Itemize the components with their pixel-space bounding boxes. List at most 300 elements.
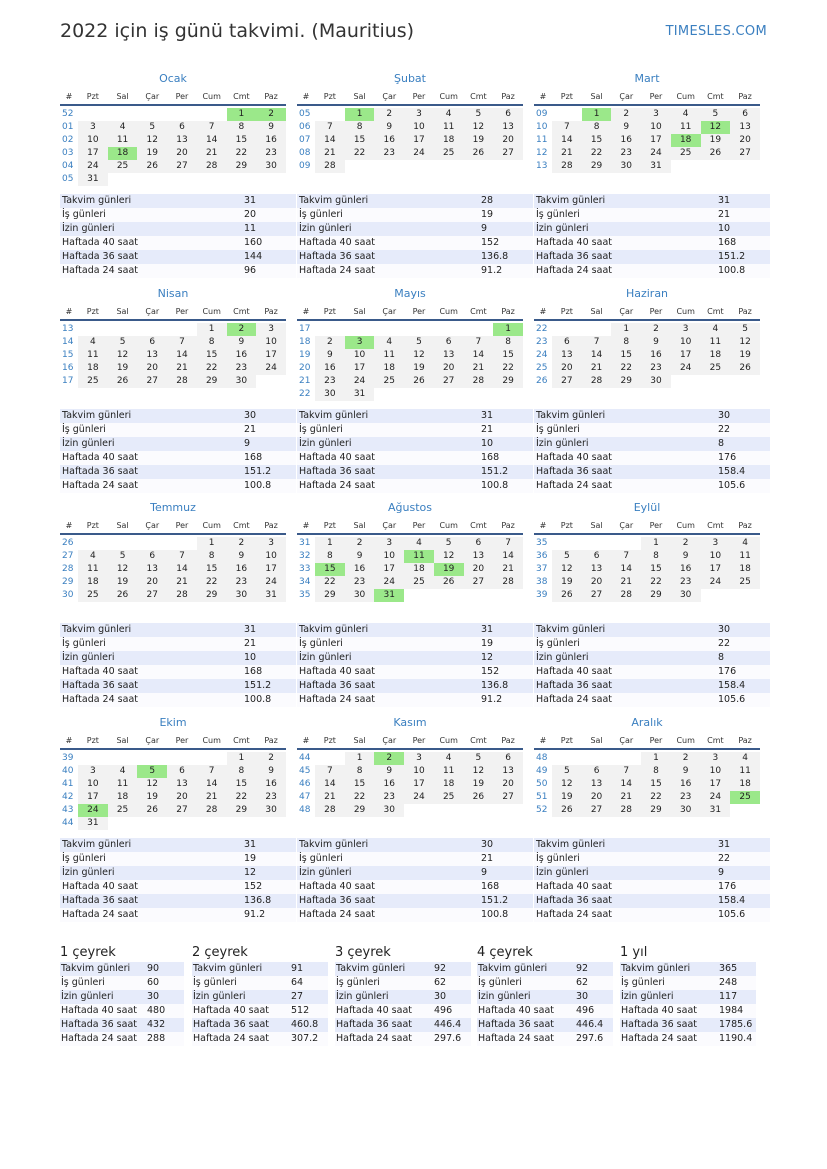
day-cell[interactable]: 9 bbox=[641, 336, 671, 349]
day-cell[interactable]: 13 bbox=[730, 121, 760, 134]
day-cell[interactable]: 20 bbox=[730, 134, 760, 147]
brand-link[interactable]: TIMESLES.COM bbox=[665, 24, 767, 39]
holiday-day[interactable]: 1 bbox=[582, 108, 612, 121]
day-cell[interactable]: 21 bbox=[315, 791, 345, 804]
day-cell[interactable]: 31 bbox=[701, 804, 731, 817]
day-cell[interactable]: 19 bbox=[552, 576, 582, 589]
day-cell[interactable]: 29 bbox=[227, 804, 257, 817]
day-cell[interactable]: 14 bbox=[611, 563, 641, 576]
day-cell[interactable]: 10 bbox=[256, 336, 286, 349]
day-cell[interactable]: 26 bbox=[137, 804, 167, 817]
day-cell[interactable]: 27 bbox=[137, 589, 167, 602]
day-cell[interactable]: 9 bbox=[345, 550, 375, 563]
day-cell[interactable]: 27 bbox=[493, 791, 523, 804]
day-cell[interactable]: 30 bbox=[671, 804, 701, 817]
day-cell[interactable]: 25 bbox=[108, 804, 138, 817]
day-cell[interactable]: 9 bbox=[315, 349, 345, 362]
day-cell[interactable]: 22 bbox=[227, 147, 257, 160]
day-cell[interactable]: 21 bbox=[552, 147, 582, 160]
day-cell[interactable]: 3 bbox=[78, 765, 108, 778]
day-cell[interactable]: 11 bbox=[701, 336, 731, 349]
holiday-day[interactable]: 1 bbox=[493, 323, 523, 336]
day-cell[interactable]: 2 bbox=[671, 537, 701, 550]
day-cell[interactable]: 15 bbox=[641, 563, 671, 576]
holiday-day[interactable]: 1 bbox=[227, 108, 257, 121]
day-cell[interactable]: 4 bbox=[374, 336, 404, 349]
day-cell[interactable]: 15 bbox=[345, 778, 375, 791]
day-cell[interactable]: 10 bbox=[641, 121, 671, 134]
day-cell[interactable]: 13 bbox=[434, 349, 464, 362]
day-cell[interactable]: 1 bbox=[641, 537, 671, 550]
day-cell[interactable]: 29 bbox=[582, 160, 612, 173]
day-cell[interactable]: 18 bbox=[374, 362, 404, 375]
day-cell[interactable]: 22 bbox=[611, 362, 641, 375]
day-cell[interactable]: 17 bbox=[78, 791, 108, 804]
day-cell[interactable]: 26 bbox=[552, 589, 582, 602]
day-cell[interactable]: 17 bbox=[256, 563, 286, 576]
day-cell[interactable]: 20 bbox=[582, 576, 612, 589]
day-cell[interactable]: 21 bbox=[167, 576, 197, 589]
day-cell[interactable]: 24 bbox=[404, 791, 434, 804]
day-cell[interactable]: 8 bbox=[197, 336, 227, 349]
day-cell[interactable]: 30 bbox=[256, 804, 286, 817]
day-cell[interactable]: 26 bbox=[137, 160, 167, 173]
day-cell[interactable]: 22 bbox=[493, 362, 523, 375]
day-cell[interactable]: 15 bbox=[227, 778, 257, 791]
day-cell[interactable]: 14 bbox=[315, 778, 345, 791]
day-cell[interactable]: 30 bbox=[611, 160, 641, 173]
day-cell[interactable]: 4 bbox=[108, 121, 138, 134]
day-cell[interactable]: 5 bbox=[730, 323, 760, 336]
day-cell[interactable]: 11 bbox=[78, 563, 108, 576]
day-cell[interactable]: 28 bbox=[197, 160, 227, 173]
day-cell[interactable]: 28 bbox=[315, 804, 345, 817]
day-cell[interactable]: 10 bbox=[345, 349, 375, 362]
day-cell[interactable]: 2 bbox=[611, 108, 641, 121]
day-cell[interactable]: 17 bbox=[701, 778, 731, 791]
day-cell[interactable]: 10 bbox=[78, 134, 108, 147]
day-cell[interactable]: 21 bbox=[582, 362, 612, 375]
day-cell[interactable]: 19 bbox=[137, 791, 167, 804]
day-cell[interactable]: 13 bbox=[137, 563, 167, 576]
day-cell[interactable]: 18 bbox=[78, 362, 108, 375]
day-cell[interactable]: 19 bbox=[552, 791, 582, 804]
day-cell[interactable]: 12 bbox=[464, 121, 494, 134]
day-cell[interactable]: 24 bbox=[404, 147, 434, 160]
day-cell[interactable]: 5 bbox=[464, 752, 494, 765]
day-cell[interactable]: 28 bbox=[611, 804, 641, 817]
day-cell[interactable]: 5 bbox=[108, 336, 138, 349]
day-cell[interactable]: 27 bbox=[464, 576, 494, 589]
day-cell[interactable]: 17 bbox=[256, 349, 286, 362]
day-cell[interactable]: 27 bbox=[582, 804, 612, 817]
day-cell[interactable]: 26 bbox=[108, 375, 138, 388]
day-cell[interactable]: 22 bbox=[582, 147, 612, 160]
day-cell[interactable]: 4 bbox=[730, 537, 760, 550]
day-cell[interactable]: 20 bbox=[137, 362, 167, 375]
holiday-day[interactable]: 15 bbox=[315, 563, 345, 576]
day-cell[interactable]: 28 bbox=[464, 375, 494, 388]
day-cell[interactable]: 3 bbox=[78, 121, 108, 134]
day-cell[interactable]: 7 bbox=[464, 336, 494, 349]
day-cell[interactable]: 14 bbox=[611, 778, 641, 791]
day-cell[interactable]: 1 bbox=[197, 537, 227, 550]
day-cell[interactable]: 2 bbox=[256, 752, 286, 765]
day-cell[interactable]: 26 bbox=[464, 147, 494, 160]
day-cell[interactable]: 12 bbox=[552, 563, 582, 576]
day-cell[interactable]: 28 bbox=[315, 160, 345, 173]
day-cell[interactable]: 20 bbox=[167, 791, 197, 804]
day-cell[interactable]: 17 bbox=[641, 134, 671, 147]
day-cell[interactable]: 23 bbox=[611, 147, 641, 160]
day-cell[interactable]: 17 bbox=[374, 563, 404, 576]
day-cell[interactable]: 10 bbox=[701, 550, 731, 563]
day-cell[interactable]: 27 bbox=[167, 804, 197, 817]
day-cell[interactable]: 10 bbox=[256, 550, 286, 563]
day-cell[interactable]: 23 bbox=[256, 791, 286, 804]
day-cell[interactable]: 28 bbox=[197, 804, 227, 817]
day-cell[interactable]: 19 bbox=[108, 362, 138, 375]
day-cell[interactable]: 9 bbox=[227, 336, 257, 349]
day-cell[interactable]: 26 bbox=[701, 147, 731, 160]
day-cell[interactable]: 13 bbox=[464, 550, 494, 563]
day-cell[interactable]: 21 bbox=[197, 791, 227, 804]
day-cell[interactable]: 12 bbox=[137, 134, 167, 147]
day-cell[interactable]: 14 bbox=[167, 563, 197, 576]
day-cell[interactable]: 31 bbox=[641, 160, 671, 173]
day-cell[interactable]: 22 bbox=[197, 362, 227, 375]
day-cell[interactable]: 23 bbox=[671, 791, 701, 804]
day-cell[interactable]: 29 bbox=[197, 589, 227, 602]
day-cell[interactable]: 10 bbox=[671, 336, 701, 349]
day-cell[interactable]: 30 bbox=[671, 589, 701, 602]
day-cell[interactable]: 18 bbox=[730, 563, 760, 576]
day-cell[interactable]: 7 bbox=[552, 121, 582, 134]
day-cell[interactable]: 8 bbox=[345, 121, 375, 134]
day-cell[interactable]: 17 bbox=[671, 349, 701, 362]
day-cell[interactable]: 20 bbox=[464, 563, 494, 576]
holiday-day[interactable]: 12 bbox=[701, 121, 731, 134]
day-cell[interactable]: 6 bbox=[464, 537, 494, 550]
day-cell[interactable]: 21 bbox=[197, 147, 227, 160]
day-cell[interactable]: 19 bbox=[464, 134, 494, 147]
day-cell[interactable]: 16 bbox=[374, 134, 404, 147]
day-cell[interactable]: 23 bbox=[671, 576, 701, 589]
holiday-day[interactable]: 1 bbox=[345, 108, 375, 121]
day-cell[interactable]: 20 bbox=[582, 791, 612, 804]
day-cell[interactable]: 15 bbox=[227, 134, 257, 147]
day-cell[interactable]: 30 bbox=[374, 804, 404, 817]
day-cell[interactable]: 14 bbox=[197, 134, 227, 147]
day-cell[interactable]: 5 bbox=[108, 550, 138, 563]
day-cell[interactable]: 26 bbox=[552, 804, 582, 817]
day-cell[interactable]: 1 bbox=[315, 537, 345, 550]
day-cell[interactable]: 23 bbox=[641, 362, 671, 375]
day-cell[interactable]: 14 bbox=[315, 134, 345, 147]
day-cell[interactable]: 6 bbox=[730, 108, 760, 121]
day-cell[interactable]: 30 bbox=[641, 375, 671, 388]
day-cell[interactable]: 27 bbox=[167, 160, 197, 173]
day-cell[interactable]: 20 bbox=[434, 362, 464, 375]
holiday-day[interactable]: 25 bbox=[730, 791, 760, 804]
day-cell[interactable]: 4 bbox=[78, 336, 108, 349]
holiday-day[interactable]: 24 bbox=[78, 804, 108, 817]
day-cell[interactable]: 5 bbox=[701, 108, 731, 121]
day-cell[interactable]: 14 bbox=[582, 349, 612, 362]
day-cell[interactable]: 5 bbox=[552, 550, 582, 563]
day-cell[interactable]: 11 bbox=[730, 765, 760, 778]
day-cell[interactable]: 30 bbox=[227, 589, 257, 602]
day-cell[interactable]: 5 bbox=[464, 108, 494, 121]
day-cell[interactable]: 4 bbox=[701, 323, 731, 336]
day-cell[interactable]: 6 bbox=[167, 765, 197, 778]
day-cell[interactable]: 24 bbox=[345, 375, 375, 388]
day-cell[interactable]: 21 bbox=[315, 147, 345, 160]
day-cell[interactable]: 22 bbox=[345, 791, 375, 804]
day-cell[interactable]: 3 bbox=[671, 323, 701, 336]
day-cell[interactable]: 28 bbox=[167, 375, 197, 388]
day-cell[interactable]: 11 bbox=[730, 550, 760, 563]
day-cell[interactable]: 26 bbox=[464, 791, 494, 804]
day-cell[interactable]: 10 bbox=[701, 765, 731, 778]
day-cell[interactable]: 3 bbox=[256, 323, 286, 336]
day-cell[interactable]: 15 bbox=[197, 349, 227, 362]
day-cell[interactable]: 24 bbox=[701, 791, 731, 804]
day-cell[interactable]: 12 bbox=[464, 765, 494, 778]
day-cell[interactable]: 7 bbox=[315, 121, 345, 134]
day-cell[interactable]: 5 bbox=[434, 537, 464, 550]
holiday-day[interactable]: 5 bbox=[137, 765, 167, 778]
day-cell[interactable]: 15 bbox=[641, 778, 671, 791]
day-cell[interactable]: 6 bbox=[552, 336, 582, 349]
day-cell[interactable]: 9 bbox=[374, 765, 404, 778]
holiday-day[interactable]: 18 bbox=[108, 147, 138, 160]
day-cell[interactable]: 19 bbox=[404, 362, 434, 375]
day-cell[interactable]: 11 bbox=[434, 121, 464, 134]
day-cell[interactable]: 26 bbox=[404, 375, 434, 388]
day-cell[interactable]: 2 bbox=[345, 537, 375, 550]
day-cell[interactable]: 31 bbox=[345, 388, 375, 401]
day-cell[interactable]: 4 bbox=[434, 108, 464, 121]
day-cell[interactable]: 22 bbox=[315, 576, 345, 589]
day-cell[interactable]: 25 bbox=[434, 791, 464, 804]
day-cell[interactable]: 3 bbox=[374, 537, 404, 550]
day-cell[interactable]: 26 bbox=[434, 576, 464, 589]
day-cell[interactable]: 19 bbox=[464, 778, 494, 791]
day-cell[interactable]: 28 bbox=[611, 589, 641, 602]
day-cell[interactable]: 23 bbox=[374, 147, 404, 160]
day-cell[interactable]: 22 bbox=[641, 791, 671, 804]
day-cell[interactable]: 22 bbox=[641, 576, 671, 589]
day-cell[interactable]: 8 bbox=[227, 765, 257, 778]
day-cell[interactable]: 6 bbox=[137, 550, 167, 563]
day-cell[interactable]: 7 bbox=[493, 537, 523, 550]
day-cell[interactable]: 16 bbox=[671, 778, 701, 791]
day-cell[interactable]: 16 bbox=[641, 349, 671, 362]
day-cell[interactable]: 10 bbox=[404, 121, 434, 134]
day-cell[interactable]: 25 bbox=[78, 375, 108, 388]
holiday-day[interactable]: 2 bbox=[374, 752, 404, 765]
day-cell[interactable]: 1 bbox=[641, 752, 671, 765]
holiday-day[interactable]: 11 bbox=[404, 550, 434, 563]
day-cell[interactable]: 10 bbox=[78, 778, 108, 791]
day-cell[interactable]: 28 bbox=[493, 576, 523, 589]
day-cell[interactable]: 11 bbox=[108, 134, 138, 147]
day-cell[interactable]: 22 bbox=[227, 791, 257, 804]
day-cell[interactable]: 11 bbox=[671, 121, 701, 134]
day-cell[interactable]: 15 bbox=[197, 563, 227, 576]
day-cell[interactable]: 13 bbox=[582, 563, 612, 576]
day-cell[interactable]: 26 bbox=[730, 362, 760, 375]
day-cell[interactable]: 29 bbox=[641, 804, 671, 817]
day-cell[interactable]: 2 bbox=[227, 537, 257, 550]
day-cell[interactable]: 24 bbox=[374, 576, 404, 589]
day-cell[interactable]: 3 bbox=[404, 108, 434, 121]
day-cell[interactable]: 8 bbox=[197, 550, 227, 563]
day-cell[interactable]: 21 bbox=[611, 791, 641, 804]
day-cell[interactable]: 28 bbox=[582, 375, 612, 388]
day-cell[interactable]: 5 bbox=[404, 336, 434, 349]
day-cell[interactable]: 20 bbox=[137, 576, 167, 589]
day-cell[interactable]: 8 bbox=[611, 336, 641, 349]
day-cell[interactable]: 1 bbox=[611, 323, 641, 336]
day-cell[interactable]: 23 bbox=[345, 576, 375, 589]
day-cell[interactable]: 21 bbox=[611, 576, 641, 589]
day-cell[interactable]: 31 bbox=[256, 589, 286, 602]
day-cell[interactable]: 18 bbox=[404, 563, 434, 576]
day-cell[interactable]: 22 bbox=[345, 147, 375, 160]
day-cell[interactable]: 3 bbox=[701, 752, 731, 765]
day-cell[interactable]: 18 bbox=[701, 349, 731, 362]
day-cell[interactable]: 23 bbox=[374, 791, 404, 804]
day-cell[interactable]: 8 bbox=[641, 550, 671, 563]
day-cell[interactable]: 12 bbox=[434, 550, 464, 563]
day-cell[interactable]: 12 bbox=[552, 778, 582, 791]
day-cell[interactable]: 25 bbox=[374, 375, 404, 388]
day-cell[interactable]: 11 bbox=[434, 765, 464, 778]
day-cell[interactable]: 28 bbox=[552, 160, 582, 173]
day-cell[interactable]: 15 bbox=[582, 134, 612, 147]
day-cell[interactable]: 19 bbox=[137, 147, 167, 160]
day-cell[interactable]: 29 bbox=[315, 589, 345, 602]
day-cell[interactable]: 18 bbox=[434, 778, 464, 791]
day-cell[interactable]: 25 bbox=[404, 576, 434, 589]
day-cell[interactable]: 29 bbox=[197, 375, 227, 388]
day-cell[interactable]: 6 bbox=[167, 121, 197, 134]
day-cell[interactable]: 19 bbox=[730, 349, 760, 362]
day-cell[interactable]: 17 bbox=[345, 362, 375, 375]
day-cell[interactable]: 2 bbox=[671, 752, 701, 765]
day-cell[interactable]: 2 bbox=[374, 108, 404, 121]
day-cell[interactable]: 13 bbox=[137, 349, 167, 362]
day-cell[interactable]: 20 bbox=[493, 778, 523, 791]
day-cell[interactable]: 4 bbox=[404, 537, 434, 550]
day-cell[interactable]: 30 bbox=[345, 589, 375, 602]
day-cell[interactable]: 4 bbox=[108, 765, 138, 778]
day-cell[interactable]: 16 bbox=[611, 134, 641, 147]
day-cell[interactable]: 31 bbox=[78, 817, 108, 830]
holiday-day[interactable]: 2 bbox=[256, 108, 286, 121]
day-cell[interactable]: 8 bbox=[493, 336, 523, 349]
day-cell[interactable]: 29 bbox=[227, 160, 257, 173]
day-cell[interactable]: 16 bbox=[345, 563, 375, 576]
day-cell[interactable]: 11 bbox=[108, 778, 138, 791]
day-cell[interactable]: 3 bbox=[641, 108, 671, 121]
day-cell[interactable]: 3 bbox=[404, 752, 434, 765]
day-cell[interactable]: 20 bbox=[167, 147, 197, 160]
day-cell[interactable]: 15 bbox=[493, 349, 523, 362]
day-cell[interactable]: 19 bbox=[701, 134, 731, 147]
day-cell[interactable]: 9 bbox=[227, 550, 257, 563]
day-cell[interactable]: 31 bbox=[78, 173, 108, 186]
day-cell[interactable]: 16 bbox=[227, 349, 257, 362]
day-cell[interactable]: 13 bbox=[582, 778, 612, 791]
day-cell[interactable]: 2 bbox=[641, 323, 671, 336]
day-cell[interactable]: 21 bbox=[493, 563, 523, 576]
day-cell[interactable]: 16 bbox=[256, 778, 286, 791]
day-cell[interactable]: 30 bbox=[227, 375, 257, 388]
day-cell[interactable]: 14 bbox=[493, 550, 523, 563]
day-cell[interactable]: 24 bbox=[641, 147, 671, 160]
day-cell[interactable]: 7 bbox=[582, 336, 612, 349]
day-cell[interactable]: 6 bbox=[493, 108, 523, 121]
day-cell[interactable]: 29 bbox=[611, 375, 641, 388]
day-cell[interactable]: 9 bbox=[611, 121, 641, 134]
day-cell[interactable]: 4 bbox=[671, 108, 701, 121]
day-cell[interactable]: 16 bbox=[671, 563, 701, 576]
day-cell[interactable]: 12 bbox=[730, 336, 760, 349]
day-cell[interactable]: 7 bbox=[167, 550, 197, 563]
day-cell[interactable]: 6 bbox=[137, 336, 167, 349]
day-cell[interactable]: 12 bbox=[108, 349, 138, 362]
day-cell[interactable]: 27 bbox=[582, 589, 612, 602]
day-cell[interactable]: 6 bbox=[493, 752, 523, 765]
day-cell[interactable]: 15 bbox=[611, 349, 641, 362]
day-cell[interactable]: 18 bbox=[730, 778, 760, 791]
day-cell[interactable]: 25 bbox=[78, 589, 108, 602]
day-cell[interactable]: 14 bbox=[167, 349, 197, 362]
holiday-day[interactable]: 2 bbox=[227, 323, 257, 336]
day-cell[interactable]: 10 bbox=[374, 550, 404, 563]
holiday-day[interactable]: 31 bbox=[374, 589, 404, 602]
day-cell[interactable]: 29 bbox=[641, 589, 671, 602]
day-cell[interactable]: 15 bbox=[345, 134, 375, 147]
day-cell[interactable]: 11 bbox=[78, 349, 108, 362]
day-cell[interactable]: 3 bbox=[256, 537, 286, 550]
day-cell[interactable]: 16 bbox=[256, 134, 286, 147]
day-cell[interactable]: 14 bbox=[552, 134, 582, 147]
day-cell[interactable]: 8 bbox=[641, 765, 671, 778]
day-cell[interactable]: 26 bbox=[108, 589, 138, 602]
day-cell[interactable]: 24 bbox=[256, 576, 286, 589]
holiday-day[interactable]: 3 bbox=[345, 336, 375, 349]
day-cell[interactable]: 9 bbox=[256, 121, 286, 134]
day-cell[interactable]: 14 bbox=[197, 778, 227, 791]
day-cell[interactable]: 13 bbox=[493, 765, 523, 778]
day-cell[interactable]: 23 bbox=[315, 375, 345, 388]
day-cell[interactable]: 18 bbox=[434, 134, 464, 147]
day-cell[interactable]: 4 bbox=[434, 752, 464, 765]
day-cell[interactable]: 19 bbox=[108, 576, 138, 589]
day-cell[interactable]: 24 bbox=[256, 362, 286, 375]
day-cell[interactable]: 18 bbox=[78, 576, 108, 589]
day-cell[interactable]: 7 bbox=[611, 550, 641, 563]
day-cell[interactable]: 5 bbox=[552, 765, 582, 778]
day-cell[interactable]: 23 bbox=[256, 147, 286, 160]
day-cell[interactable]: 13 bbox=[167, 778, 197, 791]
day-cell[interactable]: 24 bbox=[78, 160, 108, 173]
holiday-day[interactable]: 18 bbox=[671, 134, 701, 147]
